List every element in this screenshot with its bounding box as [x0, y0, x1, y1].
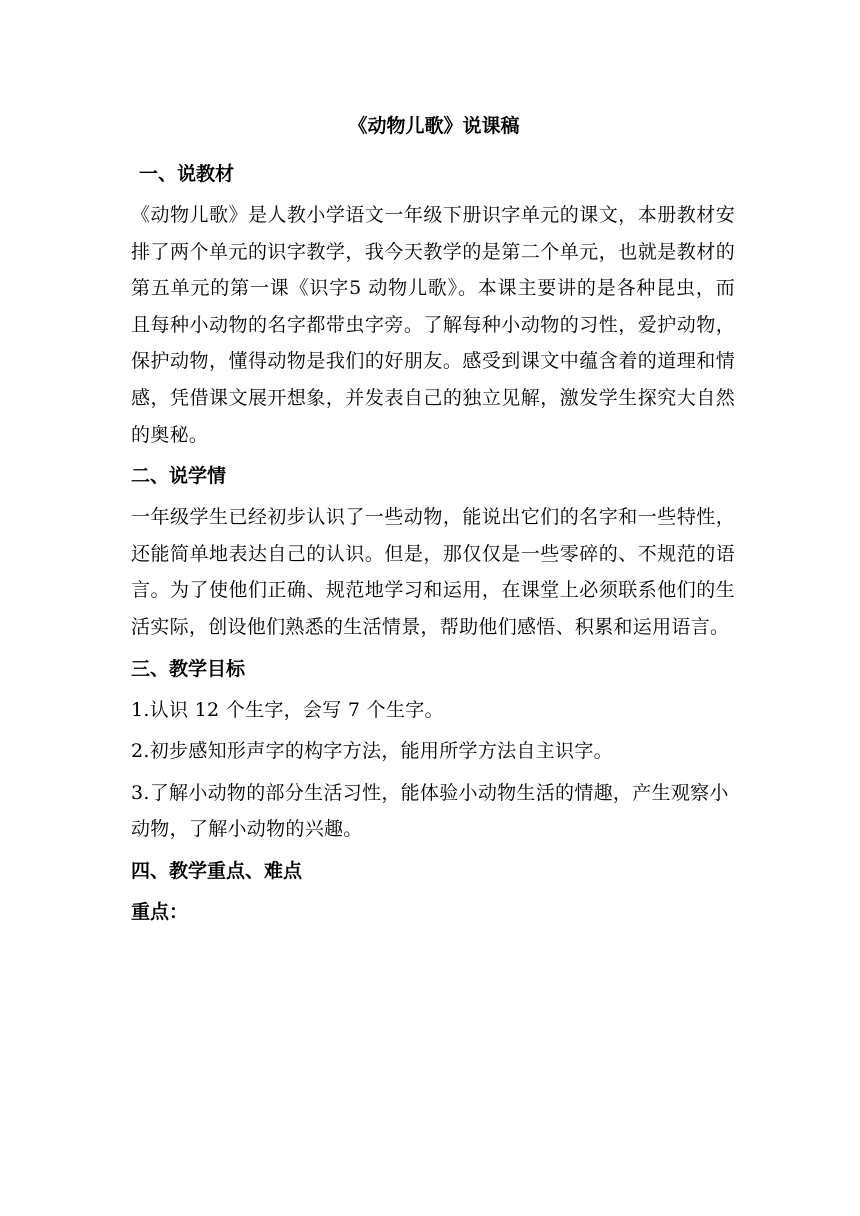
- document-body: [131, 156, 735, 930]
- objective-item-1: 1.认识 12 个生字，会写 7 个生字。: [131, 698, 444, 721]
- section-heading-objectives: 三、教学目标: [131, 657, 246, 680]
- section-heading-key-points: 四、教学重点、难点: [131, 859, 303, 882]
- section-text-materials: 《动物儿歌》是人教小学语文一年级下册识字单元的课文，本册教材安排了两个单元的识字教学，我今天教学的是第二个单元，也就是教材的第五单元的第一课《识字5 动物儿歌》。本课主要讲的是各种昆虫，而且每种小动物的名字都带虫字旁。了解每种小动物的习性，爱护动物，保护动物，懂得动物是我们的好朋友。感受到课文中蕴含着的道理和情感，凭借课文展开想象，并发表自己的独立见解，激发学生探究大自然的奥秘。: [131, 204, 735, 446]
- objective-item-3: 3.了解小动物的部分生活习性，能体验小动物生活的情趣，产生观察小动物，了解小动物的兴趣。: [131, 781, 729, 841]
- section-heading-students: 二、说学情: [131, 465, 227, 488]
- key-points-subheading: 重点：: [131, 900, 189, 923]
- section-heading-materials: 一、说教材: [139, 163, 235, 185]
- section-text-students: 一年级学生已经初步认识了一些动物，能说出它们的名字和一些特性，还能简单地表达自己的认识。但是，那仅仅是一些零碎的、不规范的语言。为了使他们正确、规范地学习和运用，在课堂上必须联系他们的生活实际，创设他们熟悉的生活情景，帮助他们感悟、积累和运用语言。: [131, 506, 735, 638]
- document-title: 《动物儿歌》说课稿: [348, 115, 520, 137]
- objective-item-2: 2.初步感知形声字的构字方法，能用所学方法自主识字。: [131, 740, 613, 763]
